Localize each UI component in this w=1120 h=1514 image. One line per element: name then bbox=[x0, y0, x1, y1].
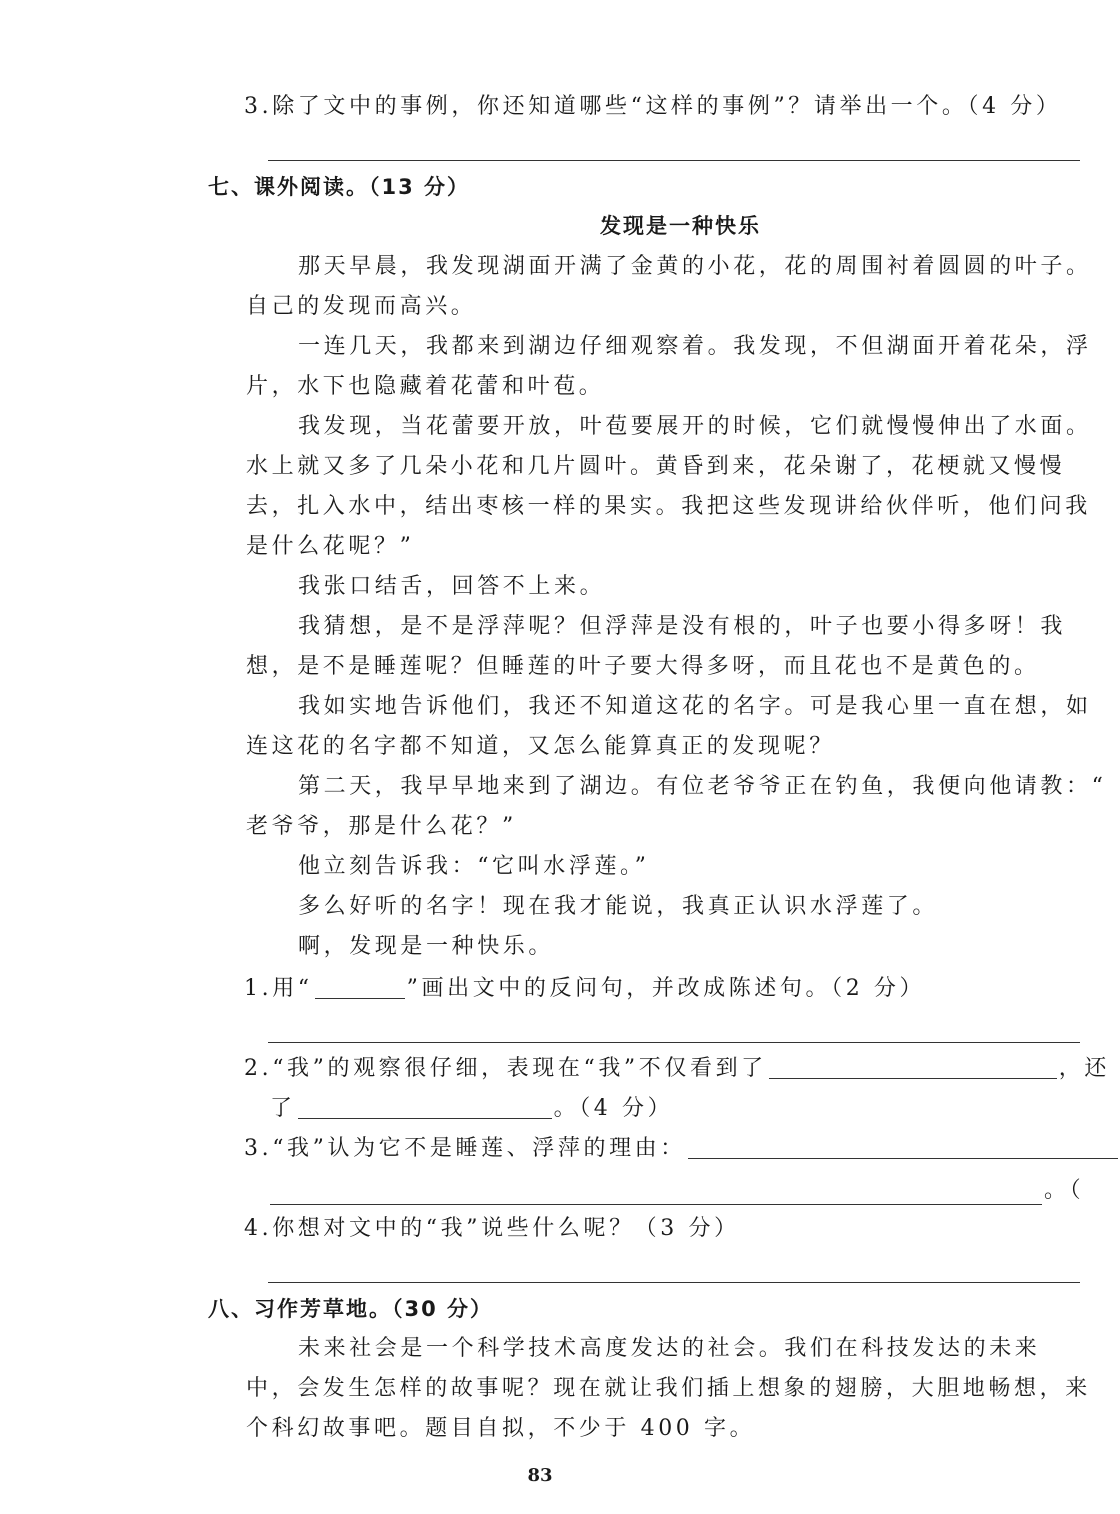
section-7-heading: 七、课外阅读。（13 分） bbox=[208, 175, 471, 199]
passage-line: 水上就又多了几朵小花和几片圆叶。黄昏到来，花朵谢了，花梗就又慢慢 bbox=[246, 454, 1066, 479]
passage-line: 自己的发现而高兴。 bbox=[246, 294, 477, 319]
passage-line: 我张口结舌，回答不上来。 bbox=[298, 574, 606, 599]
passage-line: 老爷爷，那是什么花？” bbox=[246, 814, 517, 839]
question-text: 了 bbox=[270, 1096, 296, 1121]
question-7-4: 4.你想对文中的“我”说些什么呢？（3 分） bbox=[244, 1216, 740, 1241]
page-number: 83 bbox=[527, 1465, 553, 1486]
question-7-3-end: 。（ bbox=[1044, 1178, 1085, 1203]
prompt-line: 中，会发生怎样的故事呢？现在就让我们插上想象的翅膀，大胆地畅想，来 bbox=[246, 1376, 1091, 1401]
answer-blank[interactable] bbox=[769, 1058, 1057, 1079]
question-text: 3.“我”认为它不是睡莲、浮萍的理由： bbox=[244, 1136, 686, 1161]
question-7-3 bbox=[244, 1134, 1120, 1164]
answer-line[interactable] bbox=[268, 1282, 1080, 1283]
passage-line: 是什么花呢？” bbox=[246, 534, 415, 559]
section-8-heading: 八、习作芳草地。（30 分） bbox=[208, 1297, 494, 1321]
question-7-1 bbox=[244, 974, 925, 1004]
answer-blank[interactable] bbox=[298, 1098, 552, 1119]
passage-line: 啊，发现是一种快乐。 bbox=[298, 934, 555, 959]
passage-line: 那天早晨，我发现湖面开满了金黄的小花，花的周围衬着圆圆的叶子。 bbox=[298, 254, 1092, 279]
passage-line: 一连几天，我都来到湖边仔细观察着。我发现，不但湖面开着花朵，浮 bbox=[298, 334, 1092, 359]
passage-line: 去，扎入水中，结出枣核一样的果实。我把这些发现讲给伙伴听，他们问我 bbox=[246, 494, 1091, 519]
prompt-line: 未来社会是一个科学技术高度发达的社会。我们在科技发达的未来 bbox=[298, 1336, 1041, 1361]
question-text: 1.用“ bbox=[244, 976, 313, 1001]
answer-line[interactable] bbox=[268, 1042, 1080, 1043]
question-text: ，还 bbox=[1058, 1056, 1110, 1081]
question-7-2 bbox=[244, 1054, 1110, 1084]
passage-line: 我发现，当花蕾要开放，叶苞要展开的时候，它们就慢慢伸出了水面。 bbox=[298, 414, 1092, 439]
passage-line: 连这花的名字都不知道，又怎么能算真正的发现呢？ bbox=[246, 734, 835, 759]
passage-line: 片，水下也隐藏着花蕾和叶苞。 bbox=[246, 374, 605, 399]
prompt-line: 个科幻故事吧。题目自拟，不少于 400 字。 bbox=[246, 1416, 756, 1441]
question-text: ”画出文中的反问句，并改成陈述句。（2 分） bbox=[406, 976, 926, 1001]
question-6-3: 3.除了文中的事例，你还知道哪些“这样的事例”？请举出一个。（4 分） bbox=[244, 94, 1062, 119]
passage-line: 我猜想，是不是浮萍呢？但浮萍是没有根的，叶子也要小得多呀！我 bbox=[298, 614, 1067, 639]
question-text: 。（4 分） bbox=[553, 1096, 674, 1121]
passage-line: 他立刻告诉我：“它叫水浮莲。” bbox=[298, 854, 650, 879]
passage-title: 发现是一种快乐 bbox=[600, 214, 761, 238]
passage-line: 第二天，我早早地来到了湖边。有位老爷爷正在钓鱼，我便向他请教：“ bbox=[298, 774, 1107, 799]
answer-line bbox=[268, 160, 1080, 161]
question-7-2-cont bbox=[270, 1094, 673, 1124]
passage-line: 想，是不是睡莲呢？但睡莲的叶子要大得多呀，而且花也不是黄色的。 bbox=[246, 654, 1040, 679]
answer-line[interactable] bbox=[270, 1204, 1042, 1205]
question-text: 2.“我”的观察很仔细，表现在“我”不仅看到了 bbox=[244, 1056, 767, 1081]
answer-blank[interactable] bbox=[688, 1138, 1118, 1159]
underline-marker bbox=[315, 978, 405, 999]
passage-line: 多么好听的名字！现在我才能说，我真正认识水浮莲了。 bbox=[298, 894, 939, 919]
passage-line: 我如实地告诉他们，我还不知道这花的名字。可是我心里一直在想，如 bbox=[298, 694, 1092, 719]
